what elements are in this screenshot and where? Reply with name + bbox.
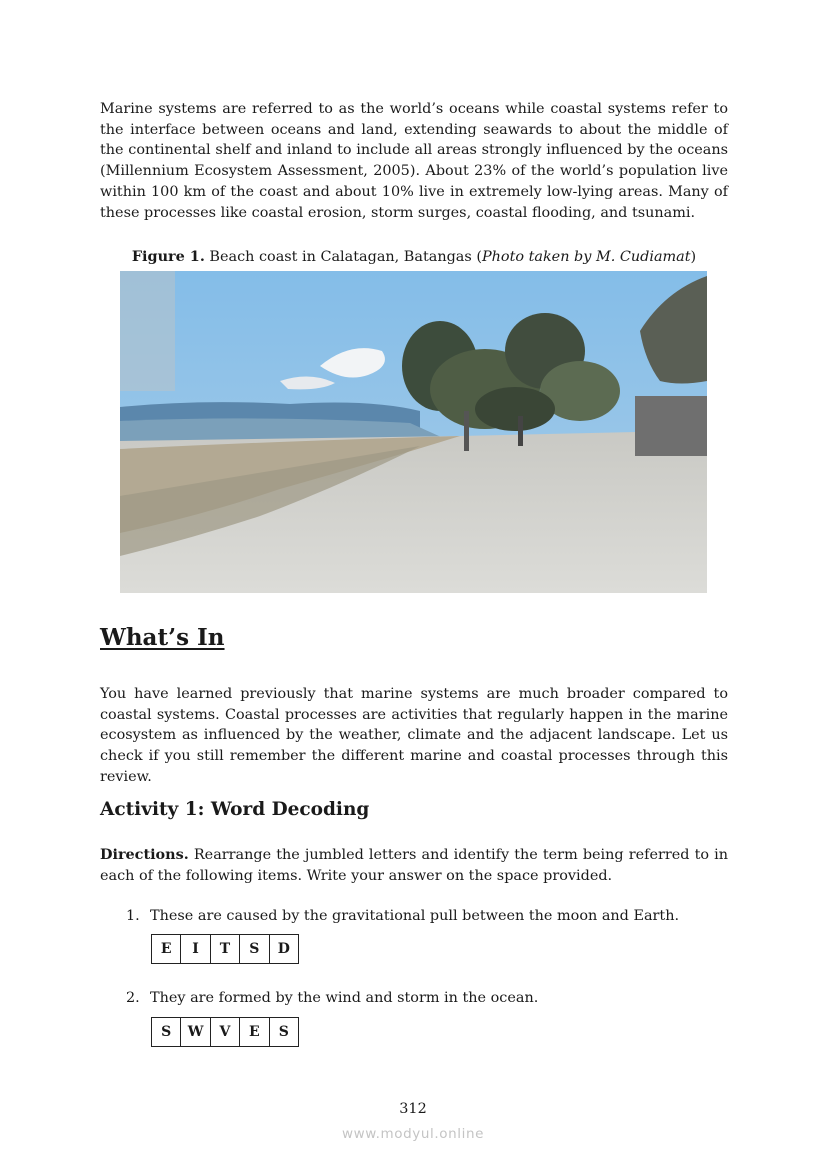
figure-caption-text: Beach coast in Calatagan, Batangas (	[204, 249, 482, 265]
letter-box: T	[211, 935, 240, 963]
letter-box: E	[240, 1018, 269, 1046]
item-number: 1.	[126, 908, 140, 924]
whats-in-paragraph: You have learned previously that marine systems are much broader compared to coastal systems. Coastal processes are activities that regularly happen in the marine ecosystem as influenced by the weather, climate and the adjacent landscape. Let us check if you still remember the different marine and coastal processes through this review.	[100, 686, 728, 785]
figure-label: Figure 1.	[131, 248, 205, 265]
item-number: 2.	[126, 990, 140, 1006]
page-number: 312	[399, 1101, 427, 1117]
letter-box: S	[152, 1018, 181, 1046]
letter-boxes-2	[151, 1017, 299, 1047]
letter-box: D	[277, 941, 290, 957]
letter-box: S	[278, 1024, 289, 1040]
figure-credit: Photo taken by M. Cudiamat	[481, 249, 691, 265]
directions-text: Rearrange the jumbled letters and identify the term being referred to in each of the following items. Write your answer on the space provided.	[100, 847, 728, 884]
intro-paragraph: Marine systems are referred to as the world’s oceans while coastal systems refer to the interface between oceans and land, extending seawards to about the middle of the continental shelf and inland to include all areas strongly influenced by the oceans (Millennium Ecosystem Assessment, 2005). About 23% of the world’s population live within 100 km of the coast and about 10% live in extremely low-lying areas. Many of these processes like coastal erosion, storm surges, coastal flooding, and tsunami.	[100, 101, 728, 221]
letter-box: V	[211, 1018, 240, 1046]
item-text: They are formed by the wind and storm in the ocean.	[150, 990, 539, 1006]
activity-item-1	[126, 906, 679, 926]
letter-box: E	[152, 935, 181, 963]
letter-box: W	[181, 1018, 210, 1046]
letter-box: S	[240, 935, 269, 963]
item-text: These are caused by the gravitational pull between the moon and Earth.	[150, 908, 680, 924]
beach-photo	[120, 271, 707, 593]
letter-box: I	[181, 935, 210, 963]
whats-in-heading: What’s In	[100, 624, 225, 651]
activity-item-2	[126, 988, 538, 1008]
letter-boxes-1	[151, 934, 299, 964]
figure-caption	[100, 247, 728, 267]
figure-caption-close: )	[690, 249, 697, 265]
directions-label: Directions.	[100, 846, 189, 863]
activity-heading: Activity 1: Word Decoding	[100, 799, 370, 820]
watermark: www.modyul.online	[341, 1126, 485, 1142]
directions-paragraph	[100, 845, 728, 886]
